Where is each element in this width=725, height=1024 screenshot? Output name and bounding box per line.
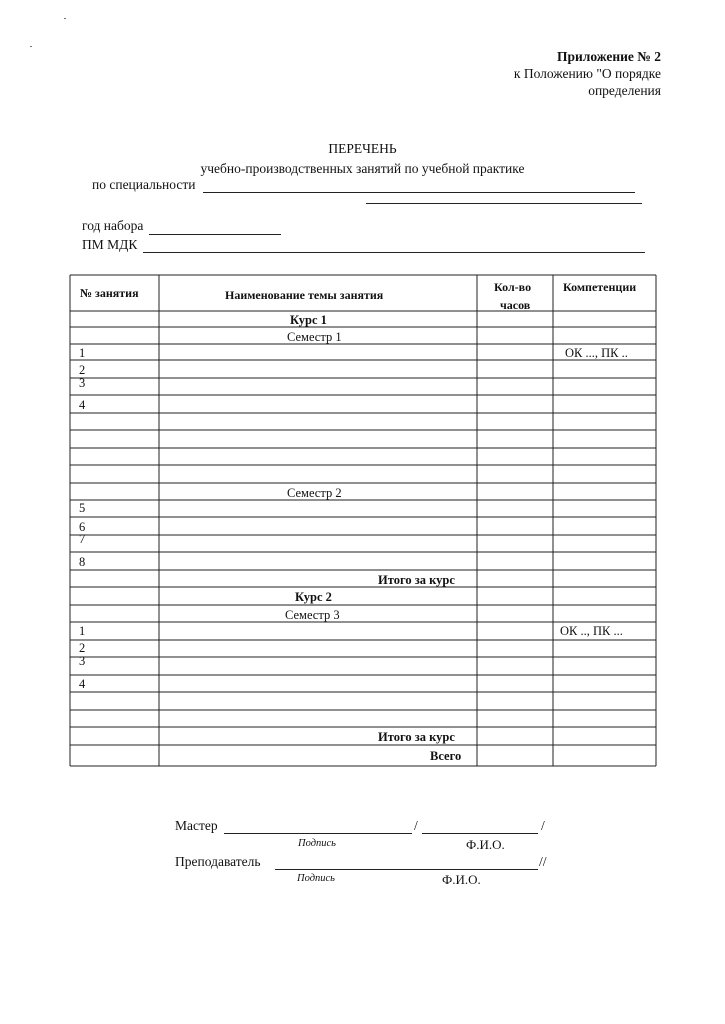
semester-3-heading: Семестр 3 xyxy=(285,608,340,622)
appendix-title: Приложение № 2 xyxy=(557,49,661,64)
course-1-heading: Курс 1 xyxy=(290,313,327,327)
lesson-number: 6 xyxy=(79,520,86,534)
grand-total: Всего xyxy=(430,749,462,763)
lesson-number: 3 xyxy=(79,654,86,668)
lesson-number: 4 xyxy=(79,398,86,412)
lesson-number: 7 xyxy=(79,532,86,546)
lesson-number: 8 xyxy=(79,555,86,569)
document-subtitle: учебно-производственных занятий по учебной практике xyxy=(200,161,525,176)
appendix-line: к Положению "О порядке xyxy=(513,66,661,81)
lesson-number: 4 xyxy=(79,677,86,691)
master-label: Мастер xyxy=(175,818,218,833)
col-header-hours-unit: часов xyxy=(500,298,531,312)
lesson-number: 3 xyxy=(79,376,86,390)
teacher-label: Преподаватель xyxy=(175,854,261,869)
course-1-total: Итого за курс xyxy=(378,573,455,587)
master-name-line[interactable] xyxy=(422,833,538,834)
semester-2-heading: Семестр 2 xyxy=(287,486,342,500)
specialty-label: по специальности xyxy=(92,177,196,192)
master-signature-line[interactable] xyxy=(224,833,412,834)
semester-1-heading: Семестр 1 xyxy=(287,330,342,344)
lesson-number: 1 xyxy=(79,346,86,360)
master-separator-end: / xyxy=(541,818,545,833)
col-header-competencies: Компетенции xyxy=(563,280,637,294)
col-header-hours: Кол-во xyxy=(494,280,532,294)
lesson-number: 2 xyxy=(79,641,86,655)
teacher-separator: // xyxy=(539,854,547,869)
name-caption: Ф.И.О. xyxy=(466,837,505,852)
col-header-topic: Наименование темы занятия xyxy=(225,288,384,302)
course-2-total: Итого за курс xyxy=(378,730,455,744)
competency-example: ОК .., ПК ... xyxy=(560,624,623,638)
name-caption: Ф.И.О. xyxy=(442,872,481,887)
teacher-signature-line[interactable] xyxy=(275,869,538,870)
master-separator: / xyxy=(414,818,418,833)
signature-caption: Подпись xyxy=(298,838,336,849)
competency-example: ОК ..., ПК .. xyxy=(565,346,628,360)
lesson-number: 1 xyxy=(79,624,86,638)
lesson-number: 2 xyxy=(79,363,86,377)
appendix-line: определения xyxy=(588,83,661,98)
lesson-number: 5 xyxy=(79,501,86,515)
module-label: ПМ МДК xyxy=(82,237,138,252)
signature-caption: Подпись xyxy=(297,873,335,884)
year-label: год набора xyxy=(82,218,144,233)
course-2-heading: Курс 2 xyxy=(295,590,332,604)
document-title: ПЕРЕЧЕНЬ xyxy=(328,141,397,156)
col-header-number: № занятия xyxy=(80,286,139,300)
